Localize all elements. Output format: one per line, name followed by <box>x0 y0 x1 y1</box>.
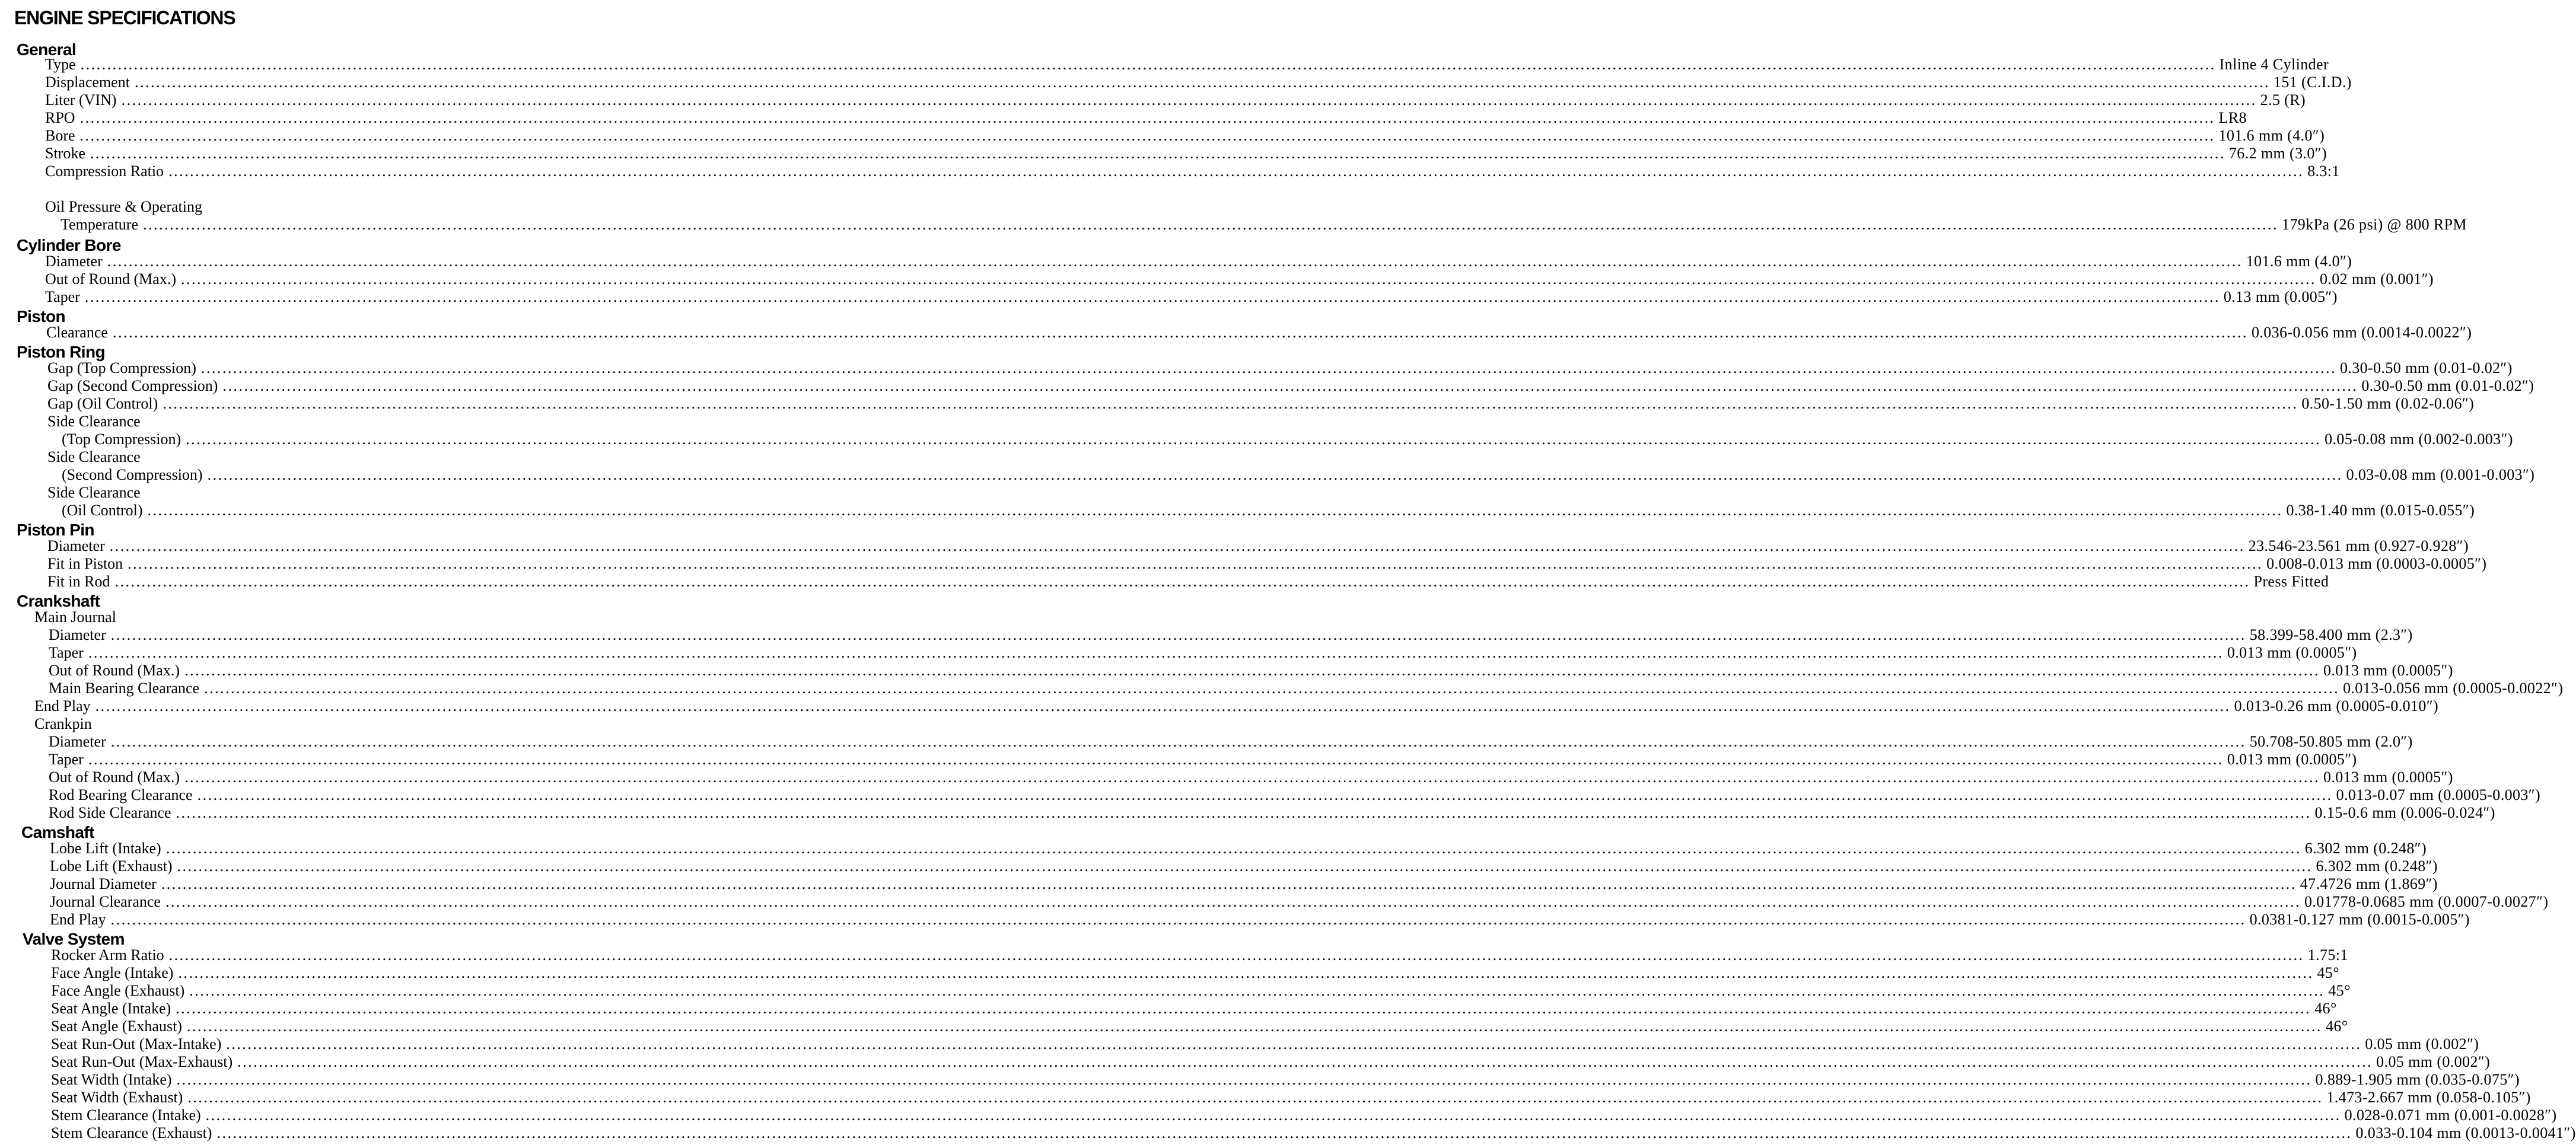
leader-dots: ................................................................................................................................................................................................................................................................................................................................................................................................................ <box>178 964 2314 981</box>
spec-row-type: Type ................................................................................................................................................................................................................................................................................................................................................................................................................ Inline 4 Cylinder <box>45 56 2329 73</box>
leader-dots: ................................................................................................................................................................................................................................................................................................................................................................................................................ <box>165 893 2301 910</box>
leader-dots: ................................................................................................................................................................................................................................................................................................................................................................................................................ <box>186 1018 2322 1035</box>
spec-row-mj-out-of-round: Out of Round (Max.) ................................................................................................................................................................................................................................................................................................................................................................................................................ 0.013 mm (0.0005″) <box>49 662 2453 679</box>
leader-dots: ................................................................................................................................................................................................................................................................................................................................................................................................................ <box>110 733 2246 750</box>
section-heading-cylinder-bore: Cylinder Bore <box>17 236 121 254</box>
spec-row-crank-end-play: End Play ................................................................................................................................................................................................................................................................................................................................................................................................................ 0.013-0.26 mm (0.0005-0.010″) <box>34 697 2439 715</box>
leader-dots: ................................................................................................................................................................................................................................................................................................................................................................................................................ <box>187 1089 2323 1106</box>
leader-dots: ................................................................................................................................................................................................................................................................................................................................................................................................................ <box>79 127 2215 144</box>
spec-row-stem-exhaust: Stem Clearance (Exhaust) ................................................................................................................................................................................................................................................................................................................................................................................................................ 0.033-0.104 mm (0.0013-0.0041″) <box>51 1124 2576 1141</box>
section-heading-general: General <box>17 40 77 59</box>
leader-dots: ................................................................................................................................................................................................................................................................................................................................................................................................................ <box>90 145 2225 162</box>
spec-row-pin-fit-rod: Fit in Rod ................................................................................................................................................................................................................................................................................................................................................................................................................ Press Fitted <box>47 573 2329 590</box>
spec-row-cp-rod-bearing: Rod Bearing Clearance ................................................................................................................................................................................................................................................................................................................................................................................................................ 0.013-0.07 mm (0.0005-0.003″) <box>49 786 2541 803</box>
leader-dots: ................................................................................................................................................................................................................................................................................................................................................................................................................ <box>79 109 2215 126</box>
leader-dots: ................................................................................................................................................................................................................................................................................................................................................................................................................ <box>189 982 2325 999</box>
spec-row-oil-temperature: Temperature ................................................................................................................................................................................................................................................................................................................................................................................................................ 179kPa (26 psi) @ 800 RPM <box>61 216 2467 233</box>
leader-dots: ................................................................................................................................................................................................................................................................................................................................................................................................................ <box>161 875 2297 892</box>
leader-dots: ................................................................................................................................................................................................................................................................................................................................................................................................................ <box>180 270 2316 288</box>
page-title: ENGINE SPECIFICATIONS <box>14 7 235 28</box>
spec-row-face-exhaust: Face Angle (Exhaust) ................................................................................................................................................................................................................................................................................................................................................................................................................ 45° <box>51 982 2351 999</box>
leader-dots: ................................................................................................................................................................................................................................................................................................................................................................................................................ <box>226 1035 2362 1053</box>
leader-dots: ................................................................................................................................................................................................................................................................................................................................................................................................................ <box>88 751 2224 768</box>
section-heading-piston-ring: Piston Ring <box>17 343 105 361</box>
leader-dots: ................................................................................................................................................................................................................................................................................................................................................................................................................ <box>168 162 2304 180</box>
spec-row-width-exhaust: Seat Width (Exhaust) ................................................................................................................................................................................................................................................................................................................................................................................................................ 1.473-2.667 mm (0.058-0.105″) <box>51 1089 2531 1106</box>
spec-row-displacement: Displacement ................................................................................................................................................................................................................................................................................................................................................................................................................ 151 (C.I.D.) <box>45 74 2352 91</box>
spec-label-side-clearance-top: Side Clearance <box>47 413 141 430</box>
spec-row-lobe-intake: Lobe Lift (Intake) ................................................................................................................................................................................................................................................................................................................................................................................................................ 6.302 mm (0.248″) <box>50 840 2427 857</box>
leader-dots: ................................................................................................................................................................................................................................................................................................................................................................................................................ <box>109 537 2245 554</box>
leader-dots: ................................................................................................................................................................................................................................................................................................................................................................................................................ <box>204 680 2340 697</box>
leader-dots: ................................................................................................................................................................................................................................................................................................................................................................................................................ <box>168 946 2304 964</box>
spec-row-face-intake: Face Angle (Intake) ................................................................................................................................................................................................................................................................................................................................................................................................................ 45° <box>51 964 2340 981</box>
section-heading-camshaft: Camshaft <box>21 823 94 841</box>
spec-label-oil-pressure: Oil Pressure & Operating <box>45 198 203 215</box>
leader-dots: ................................................................................................................................................................................................................................................................................................................................................................................................................ <box>128 555 2263 572</box>
spec-row-cp-rod-side: Rod Side Clearance ................................................................................................................................................................................................................................................................................................................................................................................................................ 0.15-0.6 mm (0.006-0.024″) <box>49 804 2495 821</box>
spec-row-mj-taper: Taper ................................................................................................................................................................................................................................................................................................................................................................................................................ 0.013 mm (0.0005″) <box>49 644 2357 661</box>
spec-row-cam-end-play: End Play ................................................................................................................................................................................................................................................................................................................................................................................................................ 0.0381-0.127 mm (0.0015-0.005″) <box>50 911 2470 928</box>
spec-row-seat-angle-exhaust: Seat Angle (Exhaust) ................................................................................................................................................................................................................................................................................................................................................................................................................ 46° <box>51 1018 2348 1035</box>
spec-row-seat-angle-intake: Seat Angle (Intake) ................................................................................................................................................................................................................................................................................................................................................................................................................ 46° <box>51 1000 2337 1017</box>
spec-row-piston-clearance: Clearance ................................................................................................................................................................................................................................................................................................................................................................................................................ 0.036-0.056 mm (0.0014-0.0022″) <box>46 324 2472 341</box>
spec-row-mj-bearing-clearance: Main Bearing Clearance ................................................................................................................................................................................................................................................................................................................................................................................................................ 0.013-0.056 mm (0.0005-0.0022″) <box>49 680 2564 697</box>
leader-dots: ................................................................................................................................................................................................................................................................................................................................................................................................................ <box>176 1071 2312 1088</box>
spec-row-cp-taper: Taper ................................................................................................................................................................................................................................................................................................................................................................................................................ 0.013 mm (0.0005″) <box>49 751 2357 768</box>
spec-row-pin-diameter: Diameter ................................................................................................................................................................................................................................................................................................................................................................................................................ 23.546-23.561 mm (0.927-0.928″) <box>47 537 2469 554</box>
spec-label-side-clearance-second: Side Clearance <box>47 448 141 465</box>
section-heading-valve-system: Valve System <box>23 930 125 948</box>
leader-dots: ................................................................................................................................................................................................................................................................................................................................................................................................................ <box>134 74 2270 91</box>
leader-dots: ................................................................................................................................................................................................................................................................................................................................................................................................................ <box>216 1124 2352 1141</box>
leader-dots: ................................................................................................................................................................................................................................................................................................................................................................................................................ <box>84 288 2220 305</box>
spec-row-cp-out-of-round: Out of Round (Max.) ................................................................................................................................................................................................................................................................................................................................................................................................................ 0.013 mm (0.0005″) <box>49 768 2453 786</box>
spec-row-bore: Bore ................................................................................................................................................................................................................................................................................................................................................................................................................ 101.6 mm (4.0″) <box>45 127 2325 144</box>
spec-row-side-oil: (Oil Control) ................................................................................................................................................................................................................................................................................................................................................................................................................ 0.38-1.40 mm (0.015-0.055″) <box>62 502 2475 519</box>
spec-row-rocker-ratio: Rocker Arm Ratio ................................................................................................................................................................................................................................................................................................................................................................................................................ 1.75:1 <box>51 946 2348 964</box>
leader-dots: ................................................................................................................................................................................................................................................................................................................................................................................................................ <box>80 56 2216 73</box>
leader-dots: ................................................................................................................................................................................................................................................................................................................................................................................................................ <box>184 662 2320 679</box>
subsection-crankpin: Crankpin <box>34 715 92 732</box>
leader-dots: ................................................................................................................................................................................................................................................................................................................................................................................................................ <box>197 786 2333 803</box>
leader-dots: ................................................................................................................................................................................................................................................................................................................................................................................................................ <box>95 697 2231 715</box>
spec-row-bore-taper: Taper ................................................................................................................................................................................................................................................................................................................................................................................................................ 0.13 mm (0.005″) <box>45 288 2338 305</box>
leader-dots: ................................................................................................................................................................................................................................................................................................................................................................................................................ <box>176 804 2311 821</box>
spec-row-runout-intake: Seat Run-Out (Max-Intake) ................................................................................................................................................................................................................................................................................................................................................................................................................ 0.05 mm (0.002″) <box>51 1035 2479 1053</box>
spec-row-lobe-exhaust: Lobe Lift (Exhaust) ................................................................................................................................................................................................................................................................................................................................................................................................................ 6.302 mm (0.248″) <box>50 857 2438 875</box>
leader-dots: ................................................................................................................................................................................................................................................................................................................................................................................................................ <box>112 324 2248 341</box>
section-heading-piston-pin: Piston Pin <box>17 521 94 539</box>
spec-row-compression-ratio: Compression Ratio ................................................................................................................................................................................................................................................................................................................................................................................................................ 8.3:1 <box>45 162 2340 180</box>
spec-row-journal-diameter: Journal Diameter ................................................................................................................................................................................................................................................................................................................................................................................................................ 47.4726 mm (1.869″) <box>50 875 2438 892</box>
leader-dots: ................................................................................................................................................................................................................................................................................................................................................................................................................ <box>110 626 2246 643</box>
spec-row-bore-out-of-round: Out of Round (Max.) ................................................................................................................................................................................................................................................................................................................................................................................................................ 0.02 mm (0.001″) <box>45 270 2434 288</box>
leader-dots: ................................................................................................................................................................................................................................................................................................................................................................................................................ <box>177 857 2313 875</box>
leader-dots: ................................................................................................................................................................................................................................................................................................................................................................................................................ <box>207 466 2343 483</box>
leader-dots: ................................................................................................................................................................................................................................................................................................................................................................................................................ <box>163 395 2298 412</box>
section-heading-crankshaft: Crankshaft <box>17 592 100 610</box>
spec-row-pin-fit-piston: Fit in Piston ................................................................................................................................................................................................................................................................................................................................................................................................................ 0.008-0.013 mm (0.0003-0.0005″) <box>47 555 2487 572</box>
leader-dots: ................................................................................................................................................................................................................................................................................................................................................................................................................ <box>114 573 2250 590</box>
spec-row-stem-intake: Stem Clearance (Intake) ................................................................................................................................................................................................................................................................................................................................................................................................................ 0.028-0.071 mm (0.001-0.0028″) <box>51 1106 2557 1124</box>
spec-row-gap-second: Gap (Second Compression) ................................................................................................................................................................................................................................................................................................................................................................................................................ 0.30-0.50 mm (0.01-0.02″) <box>47 377 2534 394</box>
spec-row-journal-clearance: Journal Clearance ................................................................................................................................................................................................................................................................................................................................................................................................................ 0.01778-0.0685 mm (0.0007-0.0027″) <box>50 893 2549 910</box>
leader-dots: ................................................................................................................................................................................................................................................................................................................................................................................................................ <box>88 644 2224 661</box>
leader-dots: ................................................................................................................................................................................................................................................................................................................................................................................................................ <box>147 502 2283 519</box>
leader-dots: ................................................................................................................................................................................................................................................................................................................................................................................................................ <box>165 840 2301 857</box>
spec-row-bore-diameter: Diameter ................................................................................................................................................................................................................................................................................................................................................................................................................ 101.6 mm (4.0″) <box>45 253 2352 270</box>
leader-dots: ................................................................................................................................................................................................................................................................................................................................................................................................................ <box>143 216 2278 233</box>
leader-dots: ................................................................................................................................................................................................................................................................................................................................................................................................................ <box>200 359 2336 377</box>
spec-row-gap-top: Gap (Top Compression) ................................................................................................................................................................................................................................................................................................................................................................................................................ 0.30-0.50 mm (0.01-0.02″) <box>47 359 2513 377</box>
leader-dots: ................................................................................................................................................................................................................................................................................................................................................................................................................ <box>121 91 2257 109</box>
spec-row-stroke: Stroke ................................................................................................................................................................................................................................................................................................................................................................................................................ 76.2 mm (3.0″) <box>45 145 2327 162</box>
spec-row-liter: Liter (VIN) ................................................................................................................................................................................................................................................................................................................................................................................................................ 2.5 (R) <box>45 91 2306 109</box>
leader-dots: ................................................................................................................................................................................................................................................................................................................................................................................................................ <box>176 1000 2311 1017</box>
leader-dots: ................................................................................................................................................................................................................................................................................................................................................................................................................ <box>107 253 2243 270</box>
spec-row-cp-diameter: Diameter ................................................................................................................................................................................................................................................................................................................................................................................................................ 50.708-50.805 mm (2.0″) <box>49 733 2413 750</box>
subsection-main-journal: Main Journal <box>34 608 116 626</box>
spec-row-runout-exhaust: Seat Run-Out (Max-Exhaust) ................................................................................................................................................................................................................................................................................................................................................................................................................ 0.05 mm (0.002″) <box>51 1053 2491 1070</box>
spec-row-width-intake: Seat Width (Intake) ................................................................................................................................................................................................................................................................................................................................................................................................................ 0.889-1.905 mm (0.035-0.075″) <box>51 1071 2520 1088</box>
leader-dots: ................................................................................................................................................................................................................................................................................................................................................................................................................ <box>222 377 2358 394</box>
leader-dots: ................................................................................................................................................................................................................................................................................................................................................................................................................ <box>184 768 2320 786</box>
spec-row-side-top: (Top Compression) ................................................................................................................................................................................................................................................................................................................................................................................................................ 0.05-0.08 mm (0.002-0.003″) <box>62 430 2513 448</box>
spec-row-mj-diameter: Diameter ................................................................................................................................................................................................................................................................................................................................................................................................................ 58.399-58.400 mm (2.3″) <box>49 626 2413 643</box>
spec-row-rpo: RPO ................................................................................................................................................................................................................................................................................................................................................................................................................ LR8 <box>45 109 2247 126</box>
leader-dots: ................................................................................................................................................................................................................................................................................................................................................................................................................ <box>237 1053 2373 1070</box>
spec-label-side-clearance-oil: Side Clearance <box>47 484 141 501</box>
section-heading-piston: Piston <box>17 307 65 326</box>
spec-row-side-second: (Second Compression) ................................................................................................................................................................................................................................................................................................................................................................................................................ 0.03-0.08 mm (0.001-0.003″) <box>62 466 2535 483</box>
spec-row-gap-oil: Gap (Oil Control) ................................................................................................................................................................................................................................................................................................................................................................................................................ 0.50-1.50 mm (0.02-0.06″) <box>47 395 2475 412</box>
leader-dots: ................................................................................................................................................................................................................................................................................................................................................................................................................ <box>110 911 2246 928</box>
leader-dots: ................................................................................................................................................................................................................................................................................................................................................................................................................ <box>205 1106 2341 1124</box>
leader-dots: ................................................................................................................................................................................................................................................................................................................................................................................................................ <box>186 430 2322 448</box>
